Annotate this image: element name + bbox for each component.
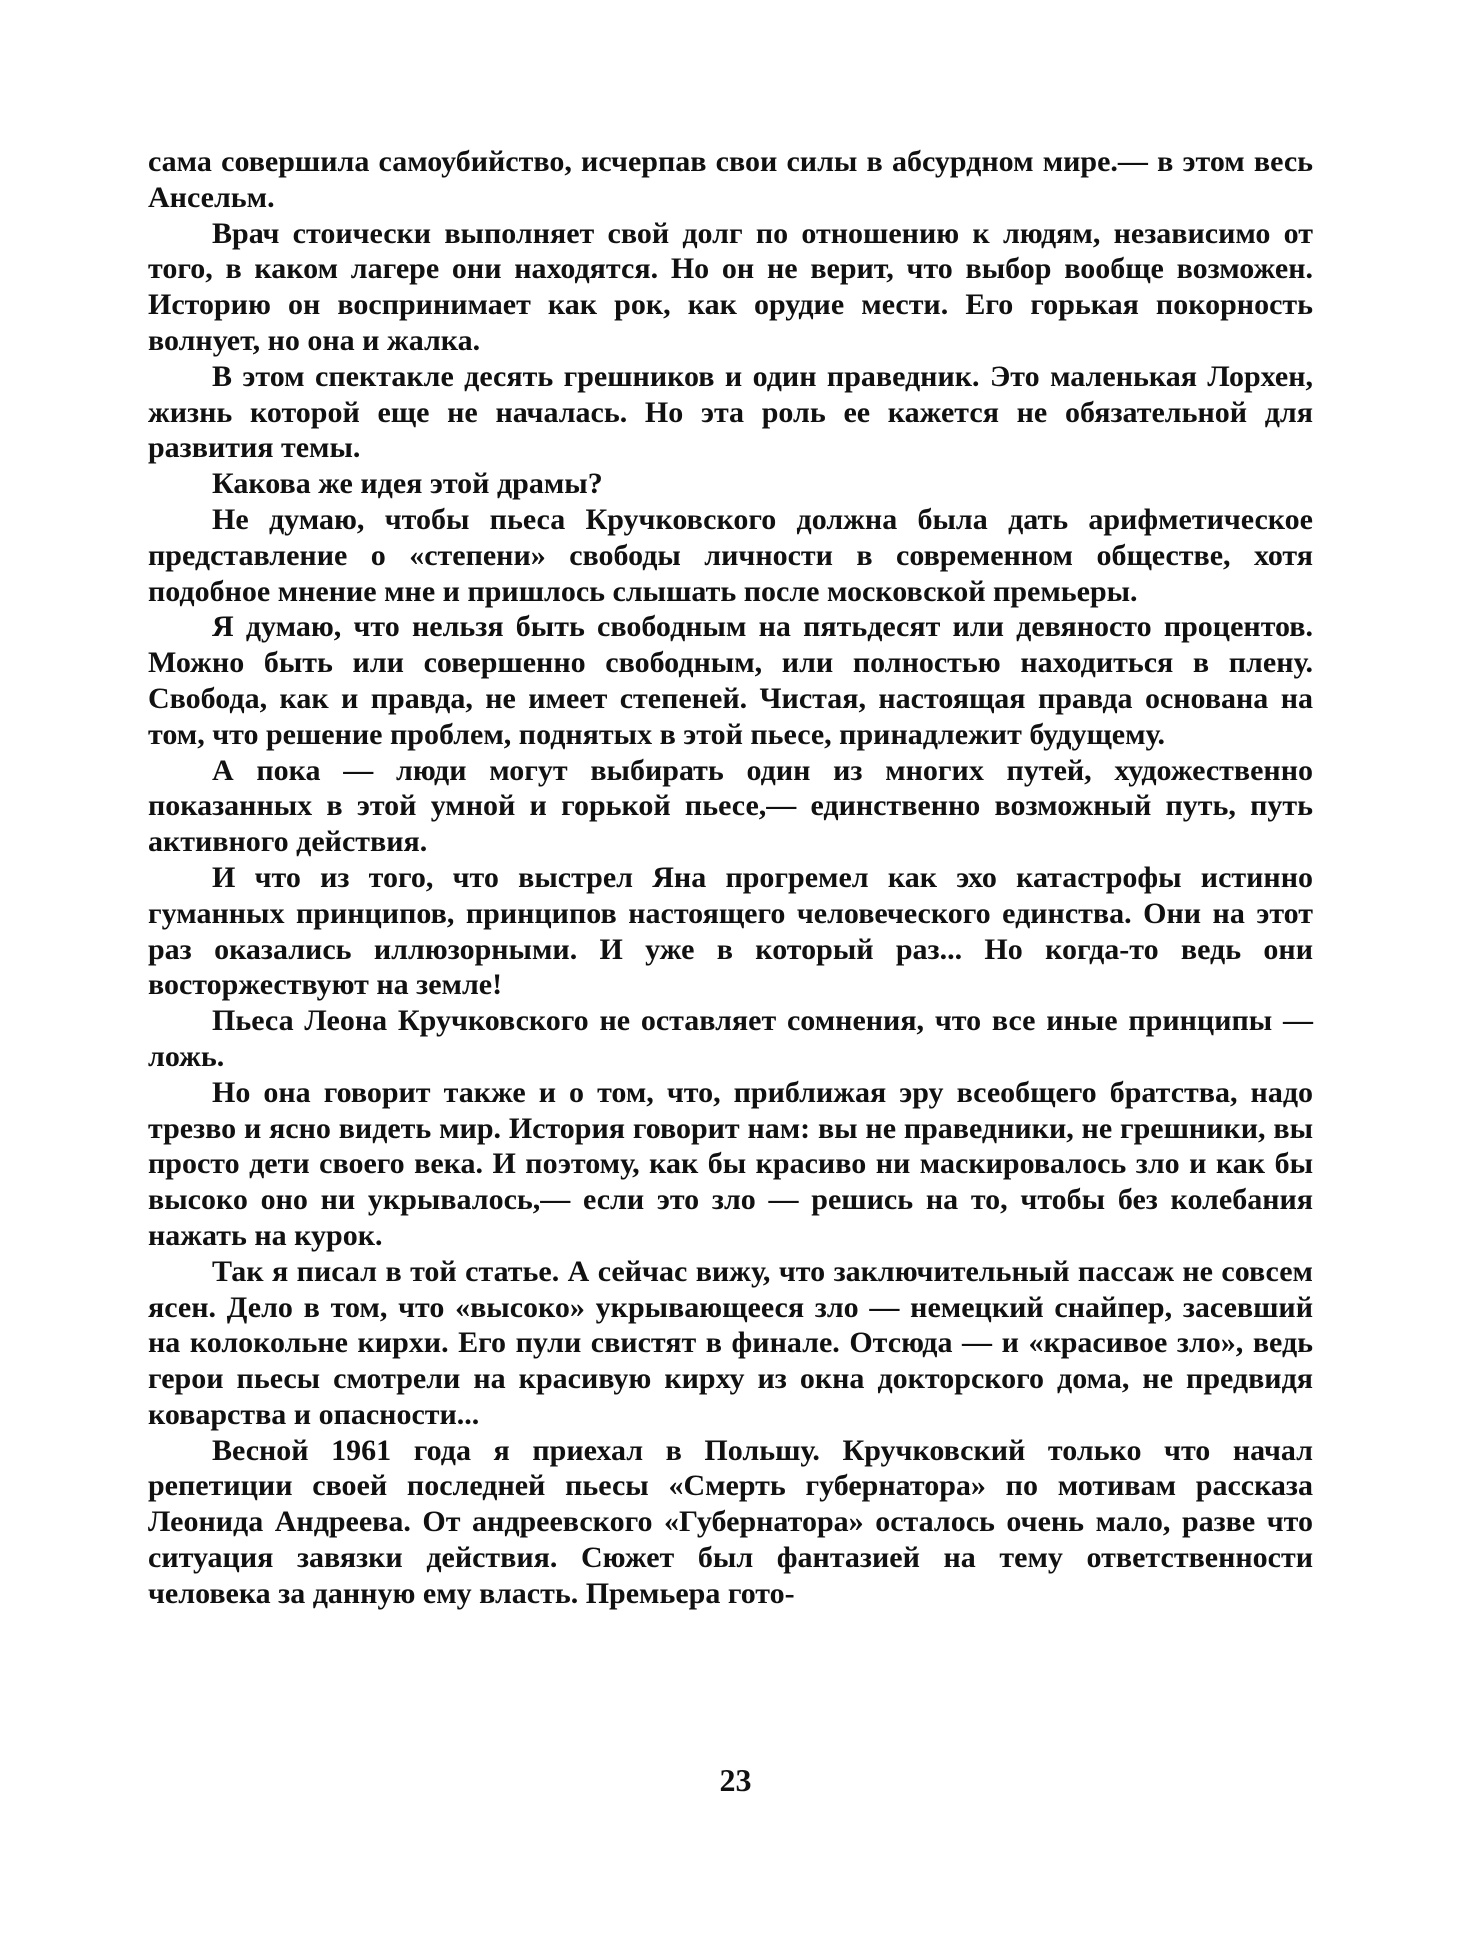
page-number: 23 <box>719 1762 752 1798</box>
paragraph-10: Но она говорит также и о том, что, приближая эру всеобщего братства, надо трезво и ясно видеть мир. История говорит нам: вы не праведники, не грешники, вы просто дети своего века. И поэтому, как бы красиво ни маскировалось зло и как бы высоко оно ни укрывалось,— если это зло — решись на то, чтобы без колебания нажать на курок. <box>148 1075 1313 1252</box>
paragraph-1: сама совершила самоубийство, исчерпав свои силы в абсурдном мире.— в этом весь Ансельм. <box>148 145 1313 214</box>
paragraph-3: В этом спектакле десять грешников и один праведник. Это маленькая Лорхен, жизнь которой еще не началась. Но эта роль ее кажется не обязательной для развития темы. <box>148 359 1313 465</box>
paragraph-4: Какова же идея этой драмы? <box>212 467 603 501</box>
paragraph-9: Пьеса Леона Кручковского не оставляет сомнения, что все иные принципы — ложь. <box>148 1004 1313 1073</box>
paragraph-12: Весной 1961 года я приехал в Польшу. Кручковский только что начал репетиции своей последней пьесы «Смерть губернатора» по мотивам рассказа Леонида Андреева. От андреевского «Губернатора» осталось очень мало, разве что ситуация завязки действия. Сюжет был фантазией на тему ответственности человека за данную ему власть. Премьера гото- <box>148 1433 1313 1610</box>
page-body <box>148 144 1313 1612</box>
paragraph-6: Я думаю, что нельзя быть свободным на пятьдесят или девяносто процентов. Можно быть или совершенно свободным, или полностью находиться в плену. Свобода, как и правда, не имеет степеней. Чистая, настоящая правда основана на том, что решение проблем, поднятых в этой пьесе, принадлежит будущему. <box>148 610 1313 751</box>
paragraph-11: Так я писал в той статье. А сейчас вижу, что заключительный пассаж не совсем ясен. Дело в том, что «высоко» укрывающееся зло — немецкий снайпер, засевший на колокольне кирхи. Его пули свистят в финале. Отсюда — и «красивое зло», ведь герои пьесы смотрели на красивую кирху из окна докторского дома, не предвидя коварства и опасности... <box>148 1254 1313 1431</box>
paragraph-8: И что из того, что выстрел Яна прогремел как эхо катастрофы истинно гуманных принципов, принципов настоящего человеческого единства. Они на этот раз оказались иллюзорными. И уже в который раз... Но когда-то ведь они восторжествуют на земле! <box>148 860 1313 1002</box>
paragraph-2: Врач стоически выполняет свой долг по отношению к людям, независимо от того, в каком лагере они находятся. Но он не верит, что выбор вообще возможен. Историю он воспринимает как рок, как орудие мести. Его горькая покорность волнует, но она и жалка. <box>148 216 1313 357</box>
paragraph-5: Не думаю, чтобы пьеса Кручковского должна была дать арифметическое представление о «степени» свободы личности в современном обществе, хотя подобное мнение мне и пришлось слышать после московской премьеры. <box>148 502 1313 608</box>
paragraph-7: А пока — люди могут выбирать один из многих путей, художественно показанных в этой умной и горькой пьесе,— единственно возможный путь, путь активного действия. <box>148 753 1313 859</box>
